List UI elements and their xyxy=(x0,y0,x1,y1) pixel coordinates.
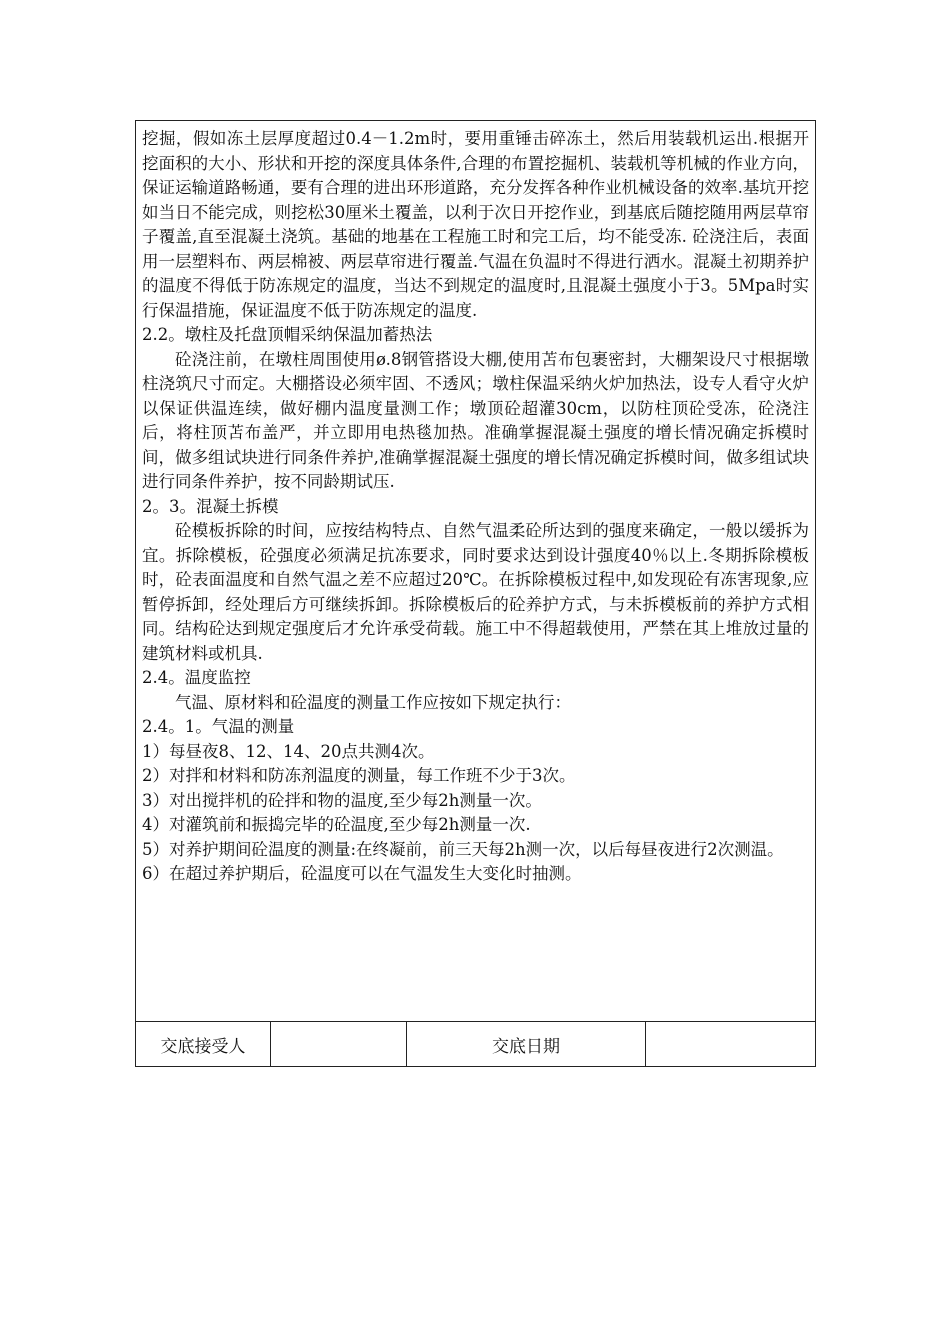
paragraph-pier-insulation: 砼浇注前，在墩柱周围使用ø.8钢管搭设大棚,使用苫布包裹密封，大棚架设尺寸根据墩柱浇筑尺寸而定。大棚搭设必须牢固、不透风；墩柱保温采纳火炉加热法，设专人看守火炉以保证供温连续，做好棚内温度量测工作；墩顶砼超灌30cm，以防柱顶砼受冻，砼浇注后，将柱顶苫布盖严，并立即用电热毯加热。准确掌握混凝土强度的增长情况确定拆模时间，做多组试块进行同条件养护,准确掌握混凝土强度的增长情况确定拆模时间，做多组试块进行同条件养护，按不同龄期试压. xyxy=(142,349,809,491)
date-field[interactable] xyxy=(646,1022,815,1067)
disclosure-form-table xyxy=(135,120,816,1067)
signature-row xyxy=(136,1021,815,1067)
heading-2-3: 2。3。混凝土拆模 xyxy=(142,496,279,516)
heading-2-2: 2.2。墩柱及托盘顶帽采纳保温加蓄热法 xyxy=(142,325,433,344)
heading-2-4-1: 2.4。1。气温的测量 xyxy=(142,717,295,736)
receiver-label: 交底接受人 xyxy=(136,1022,271,1067)
list-item: 4）对灌筑前和振捣完毕的砼温度,至少每2h测量一次. xyxy=(142,815,531,834)
list-item: 1）每昼夜8、12、14、20点共测4次。 xyxy=(142,741,435,761)
paragraph-excavation: 挖掘，假如冻土层厚度超过0.4－1.2m时，要用重锤击碎冻土，然后用装载机运出.根据开挖面积的大小、形状和开挖的深度具体条件,合理的布置挖掘机、装载机等机械的作业方向，保证运输道路畅通，要有合理的进出环形道路，充分发挥各种作业机械设备的效率.基坑开挖如当日不能完成，则挖松30厘米土覆盖，以利于次日开挖作业，到基底后随挖随用两层草帘子覆盖,直至混凝土浇筑。基础的地基在工程施工时和完工后，均不能受冻. 砼浇注后，表面用一层塑料布、两层棉被、两层草帘进行覆盖.气温在负温时不得进行洒水。混凝土初期养护的温度不得低于防冻规定的温度，当达不到规定的温度时,且混凝土强度小于3。5Mpa时实行保温措施，保证温度不低于防冻规定的温度. xyxy=(142,129,809,320)
receiver-field[interactable] xyxy=(271,1022,407,1067)
paragraph-temperature-monitoring: 气温、原材料和砼温度的测量工作应按如下规定执行： xyxy=(175,692,571,712)
heading-2-4: 2.4。温度监控 xyxy=(142,668,251,687)
list-item: 5）对养护期间砼温度的测量:在终凝前，前三天每2h测一次，以后每昼夜进行2次测温。 xyxy=(142,839,784,859)
list-item: 6）在超过养护期后，砼温度可以在气温发生大变化时抽测。 xyxy=(142,864,582,883)
date-label: 交底日期 xyxy=(407,1022,646,1067)
paragraph-formwork-removal: 砼模板拆除的时间，应按结构特点、自然气温柔砼所达到的强度来确定，一般以缓拆为宜。拆除模板，砼强度必须满足抗冻要求，同时要求达到设计强度40％以上.冬期拆除模板时，砼表面温度和自然气温之差不应超过20℃。在拆除模板过程中,如发现砼有冻害现象,应暂停拆卸，经处理后方可继续拆卸。拆除模板后的砼养护方式，与未拆模板前的养护方式相同。结构砼达到规定强度后才允许承受荷载。施工中不得超载使用，严禁在其上堆放过量的建筑材料或机具. xyxy=(142,521,809,663)
list-item: 3）对出搅拌机的砼拌和物的温度,至少每2h测量一次。 xyxy=(142,790,542,810)
list-item: 2）对拌和材料和防冻剂温度的测量，每工作班不少于3次。 xyxy=(142,766,576,785)
content-cell xyxy=(136,121,815,1021)
